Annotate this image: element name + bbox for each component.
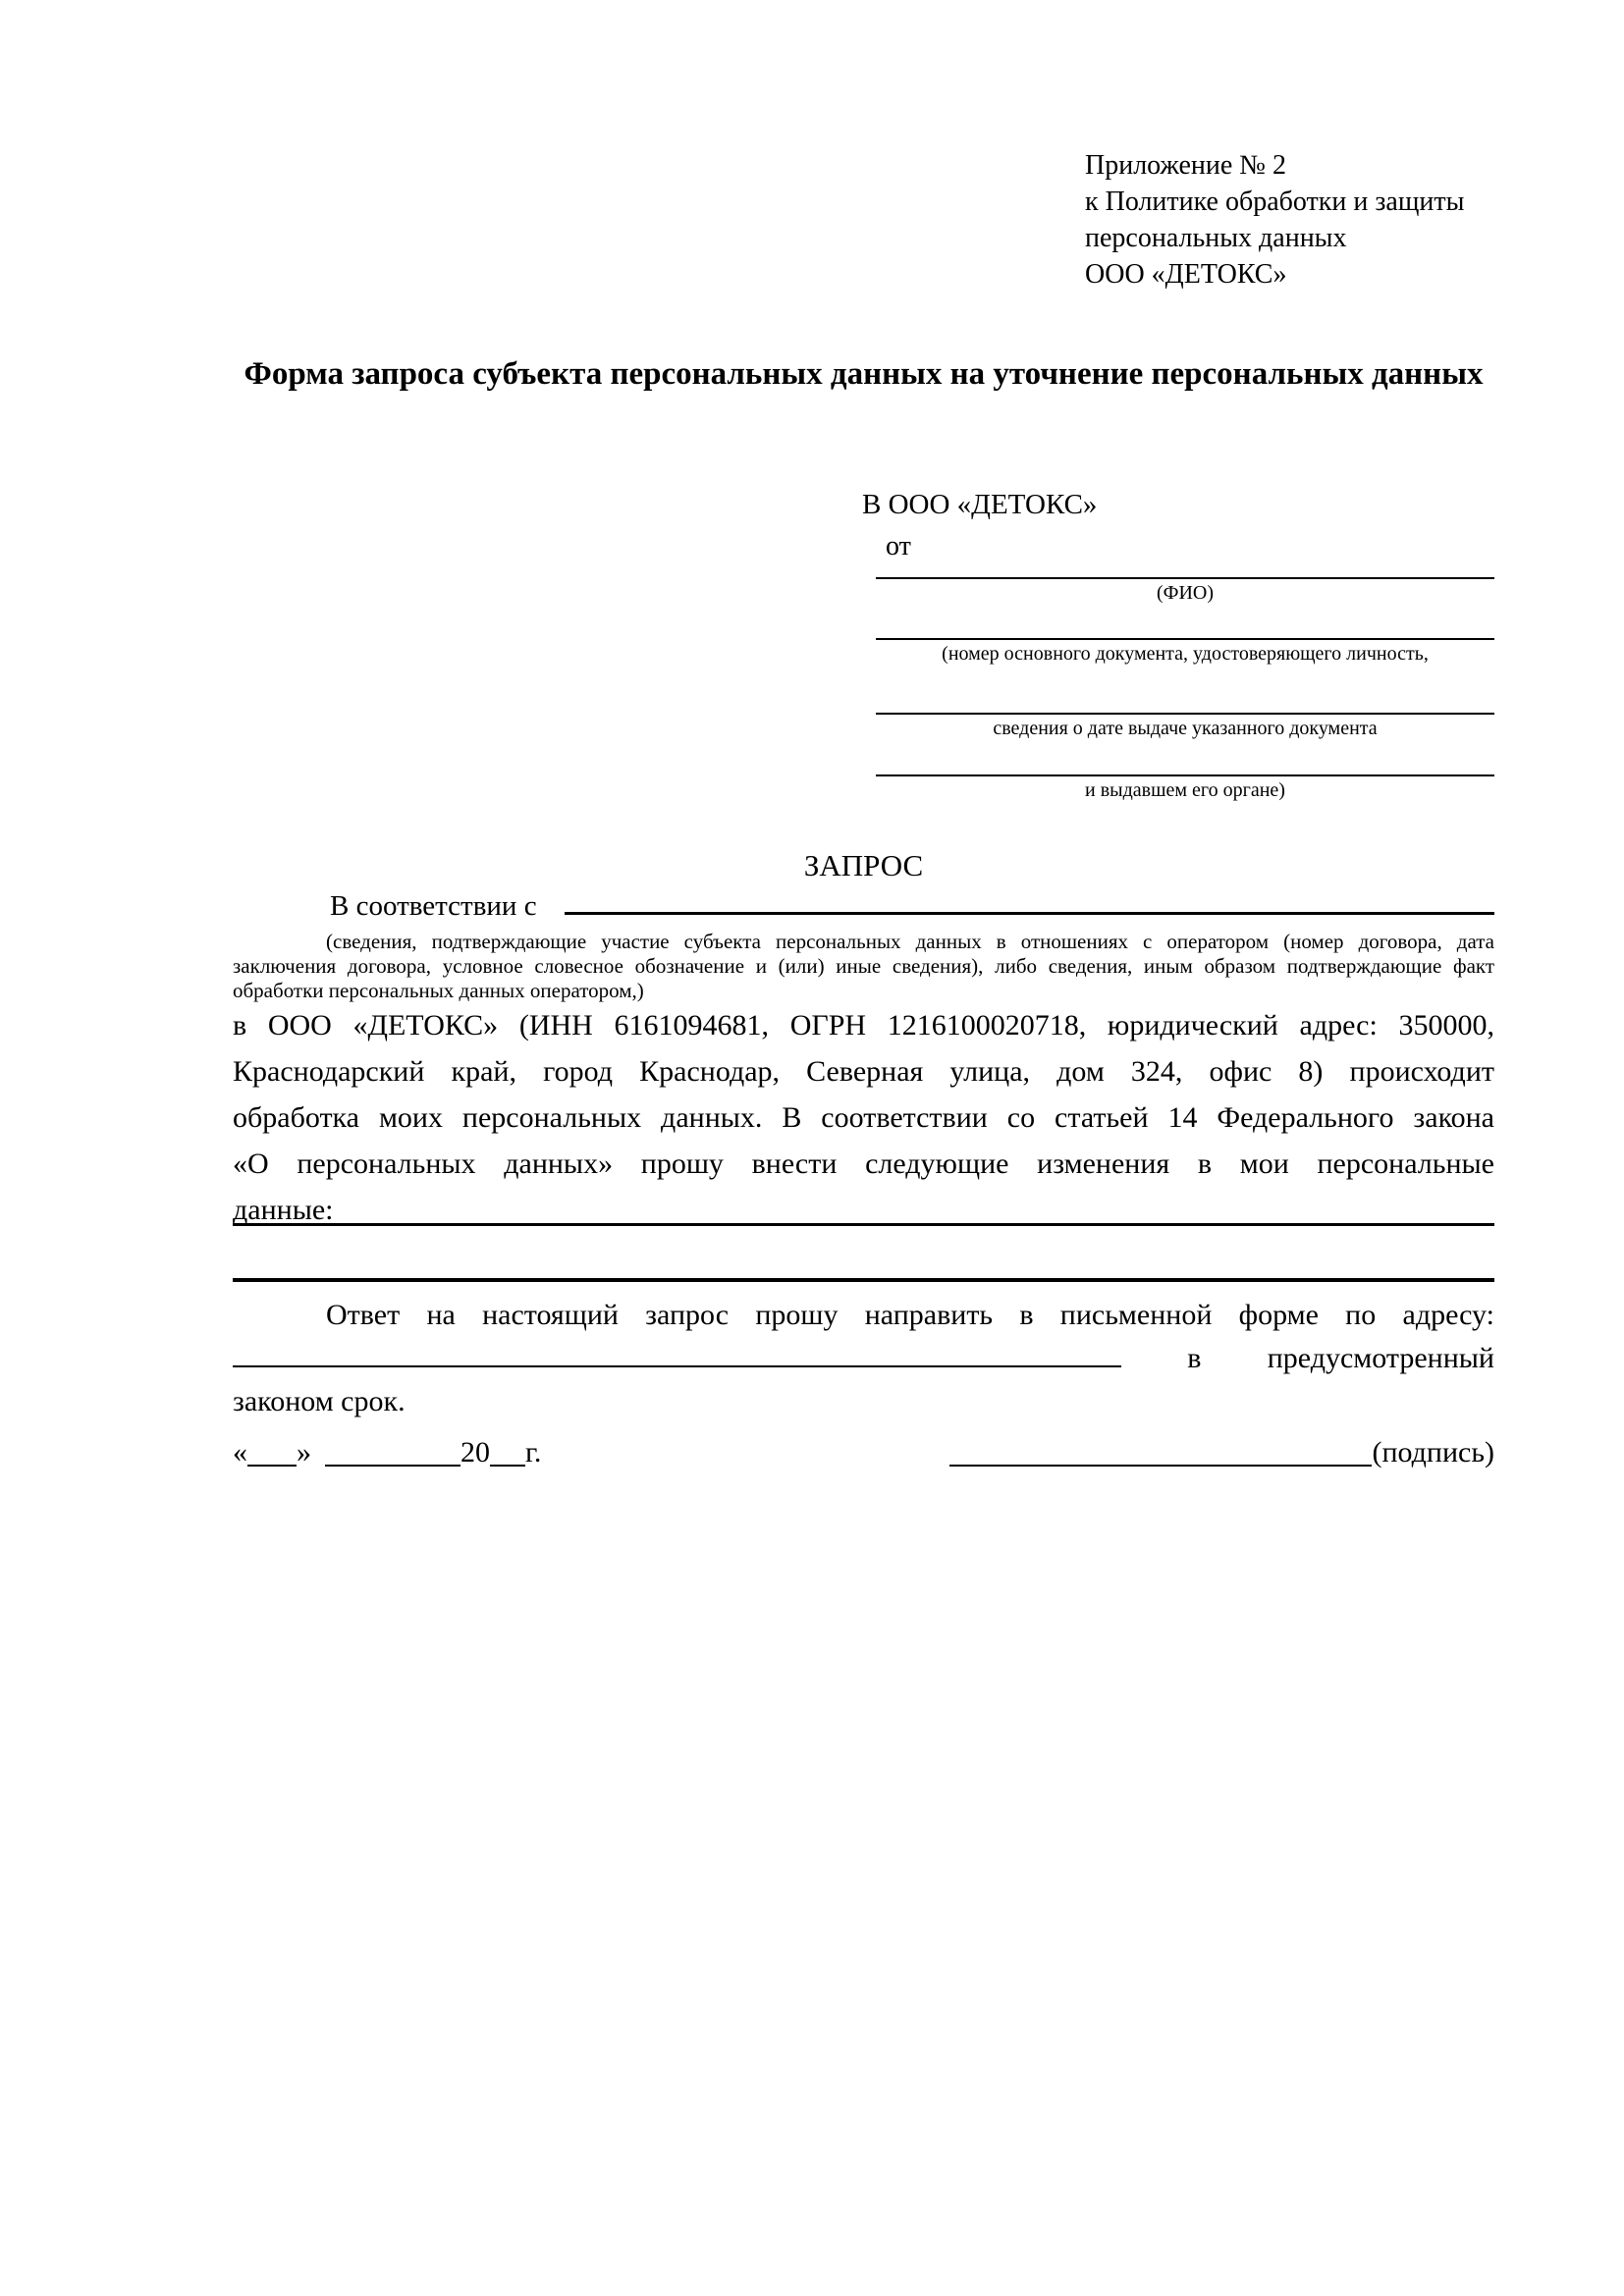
body-line: Краснодарский край, город Краснодар, Северная улица, дом 324, офис 8) происходит xyxy=(233,1055,1494,1088)
changes-blank-line-1[interactable] xyxy=(233,1223,1494,1226)
annex-note xyxy=(1085,147,1464,293)
signature-blank[interactable] xyxy=(949,1459,1372,1467)
signature-field xyxy=(949,1435,1494,1470)
body-paragraph xyxy=(233,1002,1494,1233)
date-year-blank[interactable] xyxy=(490,1459,525,1467)
reply-paragraph xyxy=(233,1294,1494,1423)
addressee-block xyxy=(862,488,1494,812)
accordance-prefix: В соответствии с xyxy=(330,890,537,922)
date-close-quote: » xyxy=(297,1436,311,1468)
date-year-suffix: г. xyxy=(525,1436,542,1468)
document-title: Форма запроса субъекта персональных данных на уточнение персональных данных xyxy=(244,356,1484,392)
id-document-issue-date-field[interactable] xyxy=(876,713,1494,740)
addressee-org: В ООО «ДЕТОКС» xyxy=(862,489,1098,520)
date-month-blank[interactable] xyxy=(325,1459,460,1467)
reply-word-term: предусмотренный xyxy=(1267,1342,1494,1374)
reply-word-in: в xyxy=(1187,1342,1202,1374)
body-line: данные: xyxy=(233,1194,334,1226)
reply-address-blank-field[interactable] xyxy=(233,1360,1121,1367)
date-day-blank[interactable] xyxy=(247,1459,297,1467)
date-century: 20 xyxy=(460,1436,490,1468)
request-heading: ЗАПРОС xyxy=(803,848,924,882)
accordance-line xyxy=(233,889,1494,923)
signature-caption: (подпись) xyxy=(1372,1436,1494,1468)
accordance-caption-line: обработки персональных данных оператором,) xyxy=(233,979,644,1002)
id-document-number-field[interactable] xyxy=(876,638,1494,666)
annex-line: ООО «ДЕТОКС» xyxy=(1085,259,1287,290)
annex-line: персональных данных xyxy=(1085,223,1347,253)
id-document-number-caption: (номер основного документа, удостоверяющего личность, xyxy=(942,643,1429,665)
id-document-issue-date-caption: сведения о дате выдаче указанного документа xyxy=(993,718,1378,739)
body-line: «О персональных данных» прошу внести следующие изменения в мои персональные xyxy=(233,1148,1494,1180)
accordance-caption xyxy=(233,930,1494,1003)
changes-blank-line-2[interactable] xyxy=(233,1278,1494,1282)
body-line: в ООО «ДЕТОКС» (ИНН 6161094681, ОГРН 1216100020718, юридический адрес: 350000, xyxy=(233,1009,1494,1041)
fio-field[interactable] xyxy=(876,577,1494,605)
date-field xyxy=(233,1435,541,1470)
annex-line: Приложение № 2 xyxy=(1085,150,1286,181)
from-label: от xyxy=(886,531,911,561)
annex-line: к Политике обработки и защиты xyxy=(1085,187,1465,217)
accordance-caption-line: заключения договора, условное словесное обозначение и (или) иные сведения), либо сведения, иным образом подтверждающие факт xyxy=(233,954,1494,978)
id-document-issuer-caption: и выдавшем его органе) xyxy=(1085,779,1285,801)
date-signature-row xyxy=(233,1435,1494,1470)
reply-line-1: Ответ на настоящий запрос прошу направить в письменной форме по адресу: xyxy=(326,1299,1494,1331)
body-line: обработка моих персональных данных. В соответствии со статьей 14 Федерального закона xyxy=(233,1101,1494,1134)
id-document-issuer-field[interactable] xyxy=(876,774,1494,802)
reply-line-3: законом срок. xyxy=(233,1385,406,1417)
accordance-caption-line: (сведения, подтверждающие участие субъекта персональных данных в отношениях с оператором (номер договора, дата xyxy=(326,930,1494,953)
date-open-quote: « xyxy=(233,1436,247,1468)
fio-caption: (ФИО) xyxy=(1156,582,1214,604)
reply-line-2 xyxy=(233,1337,1494,1380)
accordance-blank-field[interactable] xyxy=(565,906,1494,915)
